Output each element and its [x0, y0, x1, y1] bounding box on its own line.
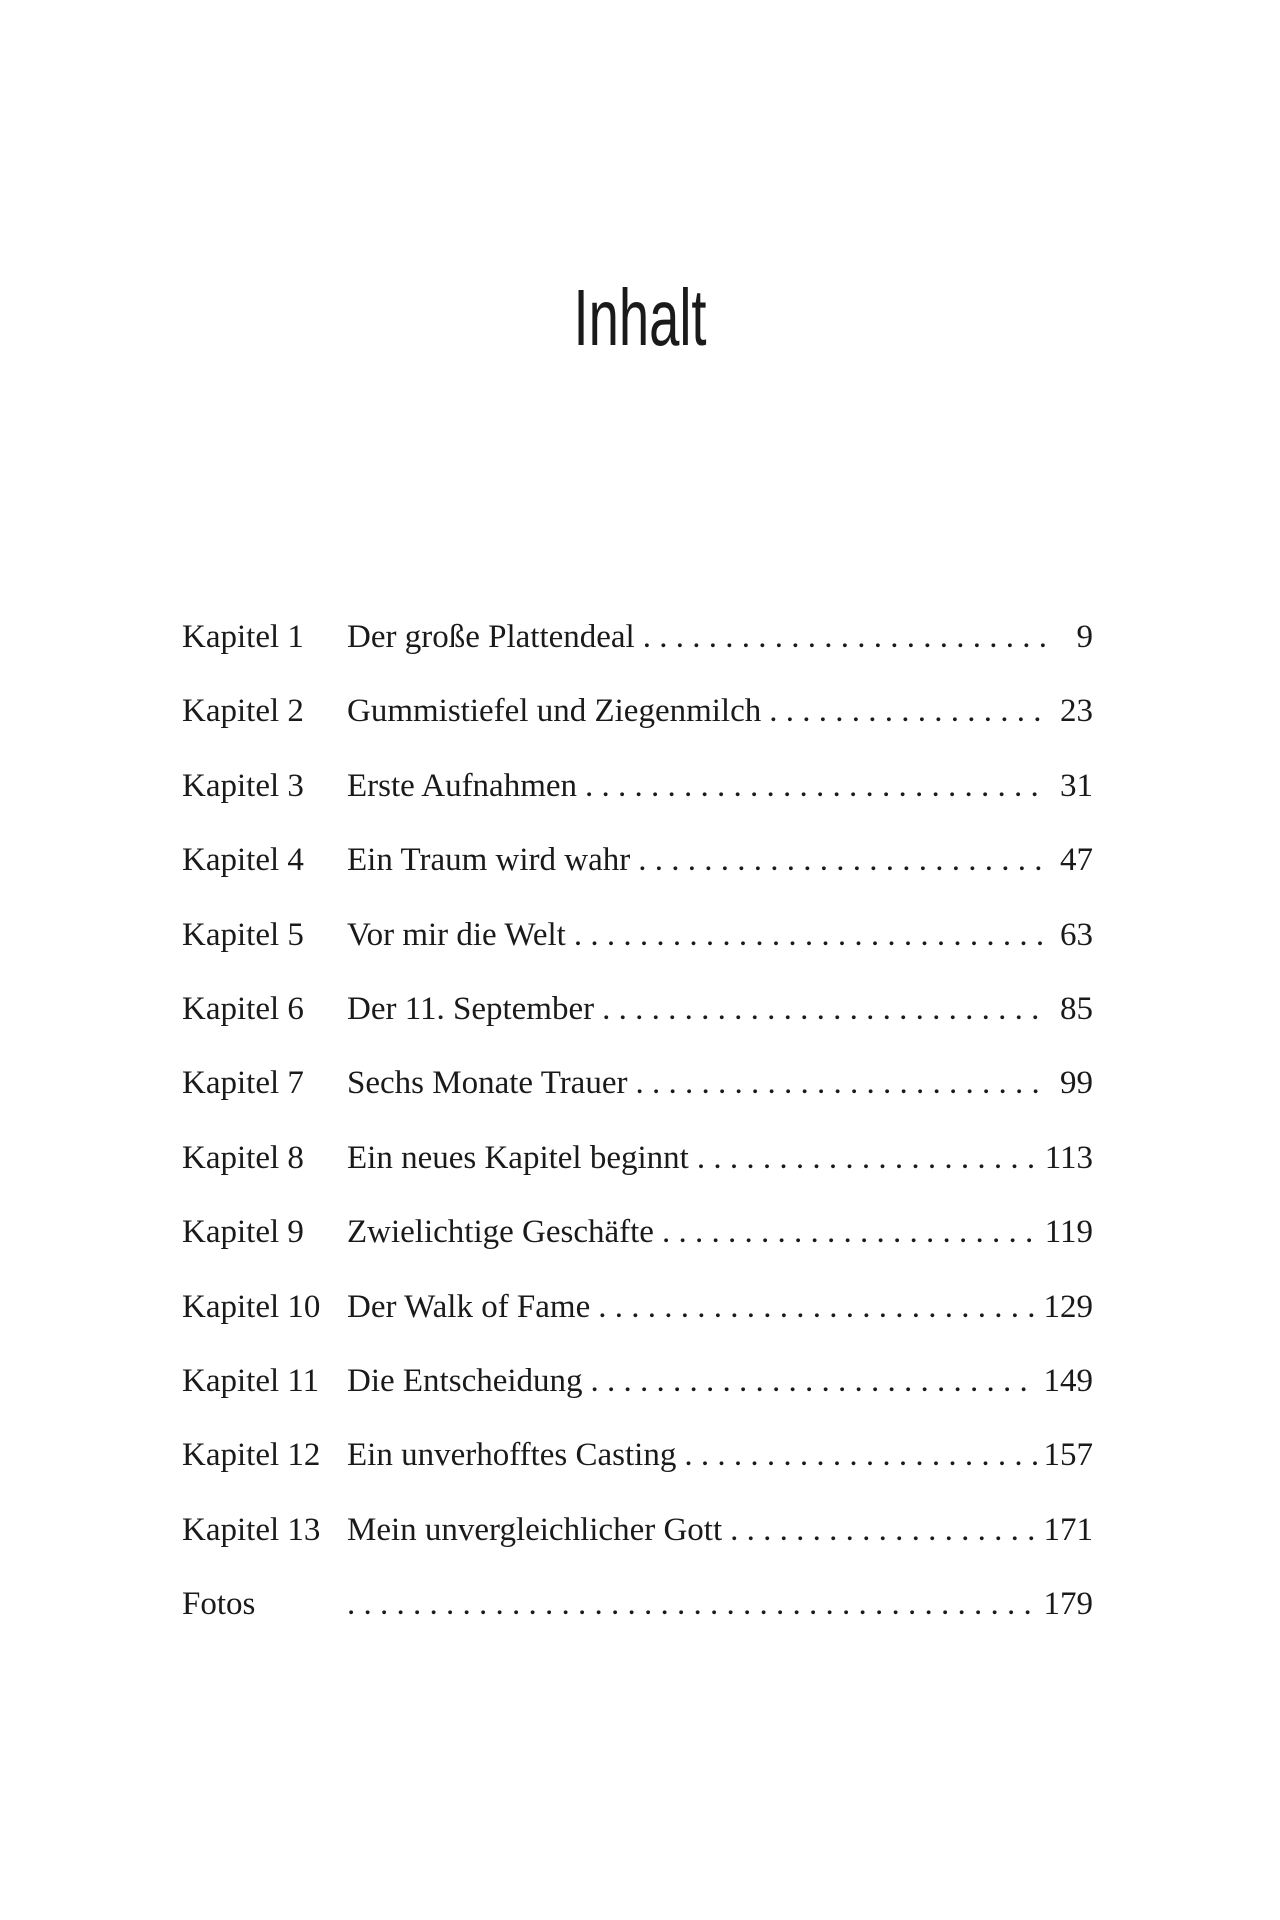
dot-leader	[662, 1214, 1039, 1251]
toc-chapter-label: Kapitel 11	[182, 1362, 320, 1399]
toc-chapter-title: Ein Traum wird wahr	[347, 842, 631, 879]
dot-leader	[635, 1065, 1047, 1102]
toc-chapter-title: Gummistiefel und Ziegenmilch	[347, 693, 762, 730]
toc-chapter-label: Kapitel 10	[182, 1288, 321, 1325]
toc-chapter-label: Kapitel 13	[182, 1511, 321, 1548]
dot-leader	[697, 1140, 1039, 1177]
toc-entry[interactable]	[182, 768, 1093, 842]
toc-page-number: 47	[1060, 842, 1093, 879]
toc-chapter-title: Der 11. September	[347, 990, 595, 1027]
toc-entry[interactable]	[182, 1586, 1093, 1660]
toc-entry[interactable]	[182, 1289, 1093, 1363]
toc-entry[interactable]	[182, 842, 1093, 916]
toc-page-number: 149	[1043, 1362, 1093, 1399]
toc-page-number: 99	[1060, 1065, 1093, 1102]
toc-chapter-label: Kapitel 3	[182, 767, 304, 804]
dot-leader	[598, 1289, 1037, 1326]
toc-page-number: 63	[1060, 916, 1093, 953]
toc-entry[interactable]	[182, 1363, 1093, 1437]
toc-entry[interactable]	[182, 991, 1093, 1065]
toc-chapter-label: Kapitel 4	[182, 842, 304, 879]
toc-chapter-label: Kapitel 5	[182, 916, 304, 953]
toc-chapter-label: Kapitel 12	[182, 1437, 321, 1474]
toc-chapter-title: Erste Aufnahmen	[347, 767, 578, 804]
dot-leader	[585, 768, 1047, 805]
dot-leader	[684, 1437, 1037, 1474]
toc-page-number: 85	[1060, 990, 1093, 1027]
dot-leader	[638, 842, 1047, 879]
dot-leader	[730, 1512, 1037, 1549]
dot-leader	[769, 693, 1047, 730]
toc-entry[interactable]	[182, 1437, 1093, 1511]
dot-leader	[574, 917, 1047, 954]
toc-page-number: 157	[1043, 1437, 1093, 1474]
toc-entry[interactable]	[182, 619, 1093, 693]
dot-leader	[643, 619, 1047, 656]
toc-page-number: 171	[1043, 1511, 1093, 1548]
toc-chapter-label: Fotos	[182, 1586, 256, 1623]
toc-chapter-title: Vor mir die Welt	[347, 916, 566, 953]
toc-chapter-label: Kapitel 6	[182, 990, 304, 1027]
toc-chapter-label: Kapitel 7	[182, 1065, 304, 1102]
toc-entry[interactable]	[182, 917, 1093, 991]
toc-entry[interactable]	[182, 1512, 1093, 1586]
toc-chapter-title: Ein unverhofftes Casting	[347, 1437, 677, 1474]
dot-leader	[591, 1363, 1038, 1400]
toc-chapter-label: Kapitel 1	[182, 619, 304, 655]
toc-chapter-title: Mein unvergleichlicher Gott	[347, 1511, 723, 1548]
toc-entry[interactable]	[182, 1214, 1093, 1288]
toc-chapter-label: Kapitel 9	[182, 1214, 304, 1251]
toc-page-number: 129	[1043, 1288, 1093, 1325]
toc-page-number: 31	[1060, 767, 1093, 804]
dot-leader	[347, 1586, 1038, 1623]
toc-chapter-title: Ein neues Kapitel beginnt	[347, 1139, 689, 1176]
toc-page-number: 179	[1043, 1586, 1093, 1623]
toc-chapter-label: Kapitel 2	[182, 693, 304, 730]
page-title: Inhalt	[573, 273, 707, 362]
dot-leader	[602, 991, 1047, 1028]
toc-chapter-title: Die Entscheidung	[347, 1362, 583, 1399]
toc-entry[interactable]	[182, 693, 1093, 767]
toc-entry[interactable]	[182, 1140, 1093, 1214]
toc-entry[interactable]	[182, 1065, 1093, 1139]
toc-chapter-label: Kapitel 8	[182, 1139, 304, 1176]
toc-page-number: 9	[1076, 619, 1093, 655]
toc-page-number: 23	[1060, 693, 1093, 730]
toc-chapter-title: Zwielichtige Geschäfte	[347, 1214, 654, 1251]
toc-page-number: 119	[1044, 1214, 1093, 1251]
toc-chapter-title: Sechs Monate Trauer	[347, 1065, 628, 1102]
toc-chapter-title: Der Walk of Fame	[347, 1288, 591, 1325]
toc-chapter-title: Der große Plattendeal	[347, 619, 635, 655]
table-of-contents	[182, 619, 1093, 1660]
toc-page-number: 113	[1044, 1139, 1093, 1176]
